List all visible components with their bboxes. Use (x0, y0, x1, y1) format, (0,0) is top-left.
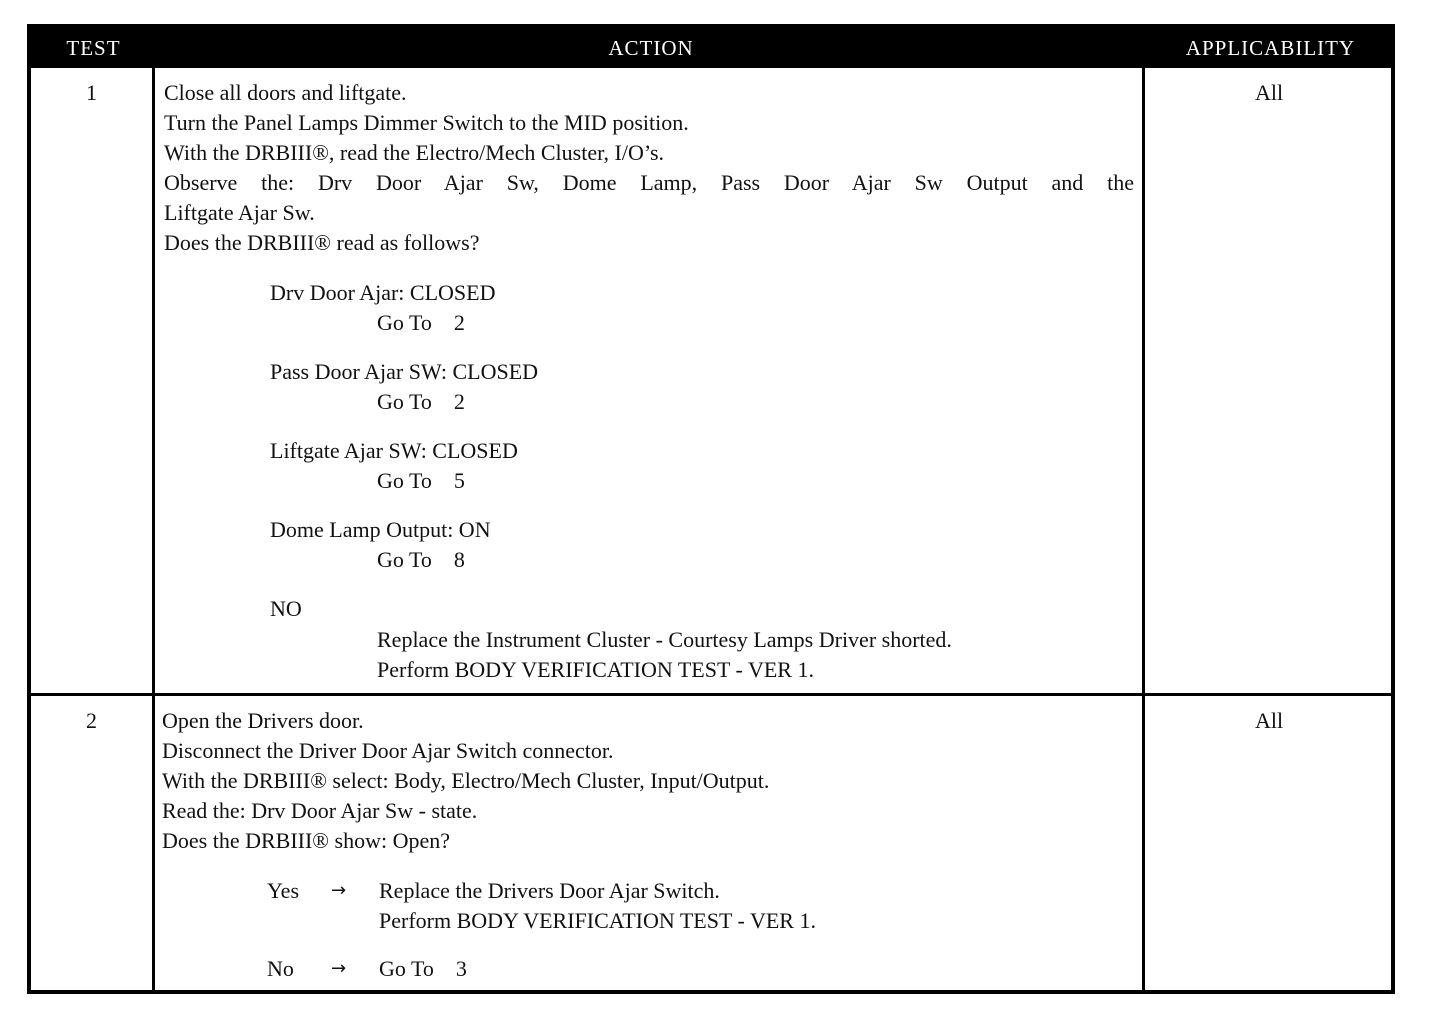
step-line: With the DRBIII® select: Body, Electro/Mech Cluster, Input/Output. (162, 768, 770, 793)
outcome-goto (377, 545, 465, 575)
arrow-right-icon: → (331, 880, 347, 901)
goto-label: Go To (379, 956, 434, 981)
goto-label: Go To (377, 547, 432, 572)
test-1-steps (164, 78, 1134, 258)
table-header (31, 28, 1391, 68)
step-line: Read the: Drv Door Ajar Sw - state. (162, 798, 478, 823)
outcome-condition: Drv Door Ajar: CLOSED (270, 280, 496, 305)
applicability-2: All (1254, 708, 1284, 733)
header-test: TEST (66, 36, 121, 60)
outcome-condition: Dome Lamp Output: ON (270, 517, 491, 542)
step-line: Turn the Panel Lamps Dimmer Switch to the MID position. (164, 110, 689, 135)
header-applicability: APPLICABILITY (1185, 36, 1356, 60)
no-action-line: Replace the Instrument Cluster - Courtesy Lamps Driver shorted. (377, 627, 952, 652)
diagnostic-table (27, 24, 1395, 994)
no-label: No (267, 956, 294, 981)
step-line: Liftgate Ajar Sw. (164, 200, 315, 225)
column-divider (152, 68, 155, 990)
outcome-goto (377, 466, 465, 496)
test-number-2: 2 (86, 708, 97, 733)
step-line: Does the DRBIII® read as follows? (164, 230, 480, 255)
row-divider (31, 693, 1391, 696)
step-line: Observe the: Drv Door Ajar Sw, Dome Lamp, Pass Door Ajar Sw Output and the (164, 170, 1134, 195)
header-action: ACTION (608, 36, 694, 60)
no-action-line: Perform BODY VERIFICATION TEST - VER 1. (377, 657, 814, 682)
arrow-right-icon: → (331, 958, 347, 979)
goto-number: 2 (453, 310, 465, 335)
goto-number: 5 (453, 468, 465, 493)
yes-label: Yes (267, 878, 300, 903)
test-2-steps (162, 706, 769, 856)
yes-action-line: Replace the Drivers Door Ajar Switch. (379, 878, 720, 903)
step-line: Disconnect the Driver Door Ajar Switch connector. (162, 738, 614, 763)
yes-action-line: Perform BODY VERIFICATION TEST - VER 1. (379, 908, 816, 933)
outcome-goto (377, 387, 465, 417)
step-line: Close all doors and liftgate. (164, 80, 407, 105)
step-line: Open the Drivers door. (162, 708, 364, 733)
outcome-condition: Pass Door Ajar SW: CLOSED (270, 359, 539, 384)
outcome-condition: Liftgate Ajar SW: CLOSED (270, 438, 518, 463)
column-divider (1142, 68, 1145, 990)
step-line: With the DRBIII®, read the Electro/Mech Cluster, I/O’s. (164, 140, 665, 165)
test-number-1: 1 (86, 80, 97, 105)
goto-number: 8 (453, 547, 465, 572)
step-line: Does the DRBIII® show: Open? (162, 828, 450, 853)
no-goto (379, 954, 467, 984)
goto-number: 2 (453, 389, 465, 414)
outcome-goto (377, 308, 465, 338)
goto-label: Go To (377, 468, 432, 493)
goto-label: Go To (377, 310, 432, 335)
goto-label: Go To (377, 389, 432, 414)
no-label: NO (270, 596, 302, 621)
applicability-1: All (1254, 80, 1284, 105)
goto-number: 3 (455, 956, 467, 981)
